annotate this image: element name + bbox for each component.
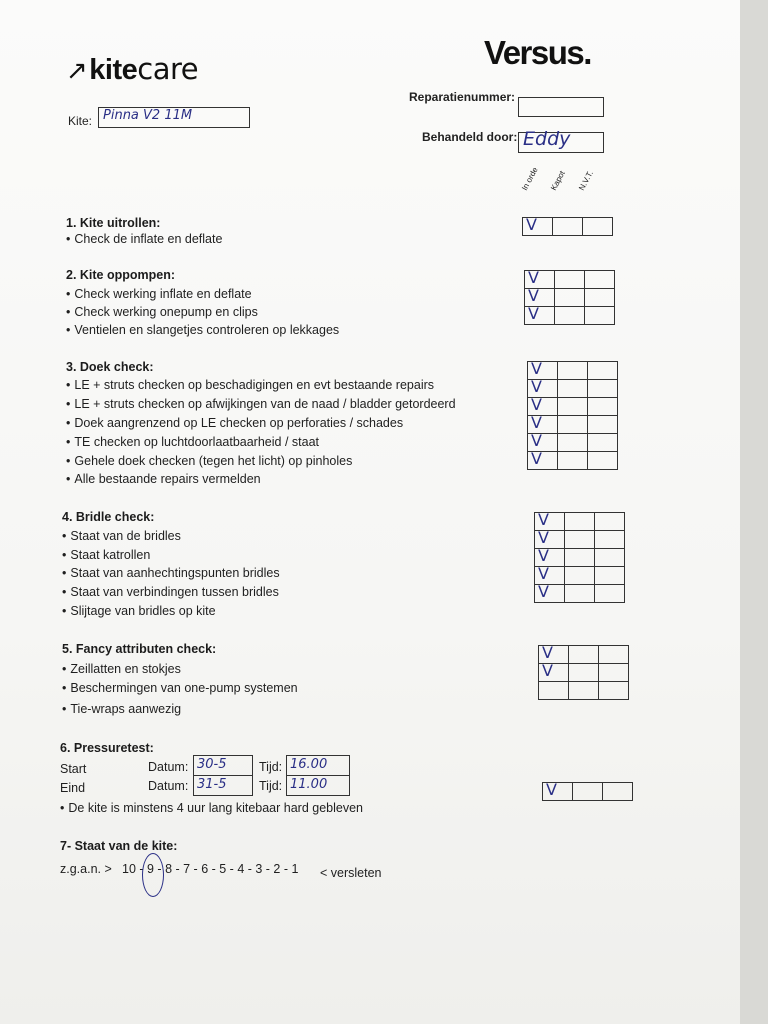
kite-mark-icon: ↗: [66, 55, 88, 85]
check-cell-nvt[interactable]: [599, 646, 629, 664]
check-cell-nvt[interactable]: [585, 271, 615, 289]
check-cell-kapot[interactable]: [558, 398, 588, 416]
check-mark: V: [531, 449, 542, 468]
check-cell-kapot[interactable]: [558, 380, 588, 398]
checklist-item: • LE + struts checken op afwijkingen van de naad / bladder getordeerd: [66, 397, 456, 411]
checklist-item: • Zeillatten en stokjes: [62, 662, 181, 676]
column-label-in-orde: In orde: [520, 165, 540, 192]
check-grid: [542, 782, 633, 801]
start-tijd-label: Tijd:: [259, 760, 283, 774]
section-title: 5. Fancy attributen check:: [62, 642, 217, 656]
check-cell-nvt[interactable]: [603, 783, 633, 801]
start-tijd-value: 16.00: [290, 757, 328, 772]
condition-scale: 10 - 9 - 8 - 7 - 6 - 5 - 4 - 3 - 2 - 1: [122, 862, 299, 876]
check-mark: V: [528, 304, 539, 323]
checklist-item: • Staat katrollen: [62, 548, 150, 562]
grid-row: [535, 585, 625, 603]
kite-label: Kite:: [68, 114, 93, 128]
check-cell-ok[interactable]: [539, 661, 569, 682]
check-mark: V: [528, 286, 539, 305]
check-cell-ok[interactable]: [535, 582, 565, 603]
kite-field[interactable]: [98, 107, 250, 128]
check-grid: [522, 217, 613, 236]
checklist-item: • TE checken op luchtdoorlaatbaarheid / staat: [66, 435, 319, 449]
condition-prefix: z.g.a.n. >: [60, 862, 112, 876]
kitecare-logo: ↗kitecare: [66, 52, 199, 86]
column-label-nvt: N.V.T.: [577, 169, 595, 192]
check-cell-kapot[interactable]: [558, 434, 588, 452]
check-cell-nvt[interactable]: [585, 307, 615, 325]
check-cell-ok[interactable]: [525, 304, 555, 325]
check-mark: V: [531, 431, 542, 450]
check-mark: V: [531, 395, 542, 414]
check-grid: [524, 270, 615, 325]
check-mark: V: [542, 661, 553, 680]
grid-row: [539, 664, 629, 682]
section-title: 1. Kite uitrollen:: [66, 216, 161, 230]
section-title: 2. Kite oppompen:: [66, 268, 176, 282]
treated-by-field[interactable]: [518, 128, 604, 153]
check-mark: V: [526, 215, 537, 234]
check-cell-kapot[interactable]: [565, 567, 595, 585]
checklist-item: • Alle bestaande repairs vermelden: [66, 472, 261, 486]
check-cell-nvt[interactable]: [583, 218, 613, 236]
checklist-item: • Gehele doek checken (tegen het licht) op pinholes: [66, 454, 352, 468]
check-mark: V: [538, 582, 549, 601]
grid-row: [523, 218, 613, 236]
kite-value: Pinna V2 11M: [103, 108, 193, 123]
check-mark: V: [531, 377, 542, 396]
check-mark: V: [531, 413, 542, 432]
check-mark: V: [538, 546, 549, 565]
end-datum-label: Datum:: [148, 779, 189, 793]
section-title: 6. Pressuretest:: [60, 741, 154, 755]
checklist-item: • Check werking inflate en deflate: [66, 287, 252, 301]
check-grid: [538, 645, 629, 700]
checklist-item: • De kite is minstens 4 uur lang kitebaar hard gebleven: [60, 801, 363, 815]
checklist-item: • Ventielen en slangetjes controleren op lekkages: [66, 323, 339, 337]
end-label: Eind: [60, 781, 86, 795]
check-cell-kapot[interactable]: [569, 664, 599, 682]
check-cell-nvt[interactable]: [599, 664, 629, 682]
checklist-item: • Doek aangrenzend op LE checken op perforaties / schades: [66, 416, 403, 430]
selected-rating-circle: [142, 853, 164, 897]
repair-number-field[interactable]: [518, 97, 604, 117]
check-cell-nvt[interactable]: [595, 567, 625, 585]
start-datum-value: 30-5: [197, 757, 227, 772]
check-cell-nvt[interactable]: [595, 531, 625, 549]
check-cell-kapot[interactable]: [553, 218, 583, 236]
check-cell-nvt[interactable]: [588, 398, 618, 416]
check-cell-kapot[interactable]: [555, 271, 585, 289]
section-title: 7- Staat van de kite:: [60, 839, 178, 853]
grid-row: [528, 452, 618, 470]
check-cell-kapot[interactable]: [558, 362, 588, 380]
start-label: Start: [60, 762, 87, 776]
condition-suffix: < versleten: [320, 866, 382, 880]
check-cell-kapot[interactable]: [573, 783, 603, 801]
check-cell-nvt[interactable]: [595, 585, 625, 603]
check-cell-nvt[interactable]: [588, 434, 618, 452]
treated-by-label: Behandeld door:: [422, 130, 518, 144]
grid-row: [543, 783, 633, 801]
checklist-item: • Staat van aanhechtingspunten bridles: [62, 566, 280, 580]
check-mark: V: [528, 268, 539, 287]
end-tijd-value: 11.00: [290, 777, 328, 792]
checklist-item: • LE + struts checken op beschadigingen en evt bestaande repairs: [66, 378, 434, 392]
check-cell-ok[interactable]: [528, 449, 558, 470]
checklist-item: • Tie-wraps aanwezig: [62, 702, 181, 716]
checklist-item: • Staat van de bridles: [62, 529, 181, 543]
check-cell-kapot[interactable]: [565, 513, 595, 531]
checklist-item: • Beschermingen van one-pump systemen: [62, 681, 298, 695]
check-cell-nvt[interactable]: [595, 549, 625, 567]
check-mark: V: [546, 780, 557, 799]
repair-number-label: Reparatienummer:: [409, 90, 516, 104]
check-mark: V: [531, 359, 542, 378]
treated-by-value: Eddy: [523, 128, 571, 150]
check-cell-nvt[interactable]: [599, 682, 629, 700]
check-cell-nvt[interactable]: [588, 416, 618, 434]
check-cell-kapot[interactable]: [565, 531, 595, 549]
start-tijd-field[interactable]: [286, 755, 350, 776]
check-cell-kapot[interactable]: [565, 585, 595, 603]
check-cell-kapot[interactable]: [558, 416, 588, 434]
check-cell-kapot[interactable]: [569, 646, 599, 664]
column-label-kapot: Kapot: [549, 169, 567, 192]
check-mark: V: [538, 510, 549, 529]
end-tijd-field[interactable]: [286, 775, 350, 796]
check-mark: V: [538, 528, 549, 547]
check-cell-kapot[interactable]: [555, 289, 585, 307]
start-datum-field[interactable]: [193, 755, 253, 776]
grid-row: [525, 307, 615, 325]
check-mark: V: [542, 643, 553, 662]
section-title: 3. Doek check:: [66, 360, 154, 374]
table-edge: [740, 0, 768, 1024]
check-cell-kapot[interactable]: [555, 307, 585, 325]
check-grid: [527, 361, 618, 470]
checklist-item: • Check de inflate en deflate: [66, 232, 222, 246]
end-datum-value: 31-5: [197, 777, 227, 792]
checklist-item: • Slijtage van bridles op kite: [62, 604, 216, 618]
check-cell-kapot[interactable]: [569, 682, 599, 700]
check-cell-ok[interactable]: [539, 682, 569, 700]
check-mark: V: [538, 564, 549, 583]
end-datum-field[interactable]: [193, 775, 253, 796]
end-tijd-label: Tijd:: [259, 779, 283, 793]
check-cell-nvt[interactable]: [588, 452, 618, 470]
versus-logo: Versus.: [484, 34, 591, 71]
check-cell-nvt[interactable]: [588, 380, 618, 398]
grid-row: [539, 682, 629, 700]
check-cell-nvt[interactable]: [595, 513, 625, 531]
check-cell-kapot[interactable]: [558, 452, 588, 470]
check-grid: [534, 512, 625, 603]
check-cell-ok[interactable]: [543, 780, 573, 801]
checklist-item: • Check werking onepump en clips: [66, 305, 258, 319]
check-cell-kapot[interactable]: [565, 549, 595, 567]
start-datum-label: Datum:: [148, 760, 189, 774]
check-cell-nvt[interactable]: [588, 362, 618, 380]
checklist-item: • Staat van verbindingen tussen bridles: [62, 585, 279, 599]
check-cell-ok[interactable]: [523, 215, 553, 236]
section-title: 4. Bridle check:: [62, 510, 155, 524]
check-cell-nvt[interactable]: [585, 289, 615, 307]
